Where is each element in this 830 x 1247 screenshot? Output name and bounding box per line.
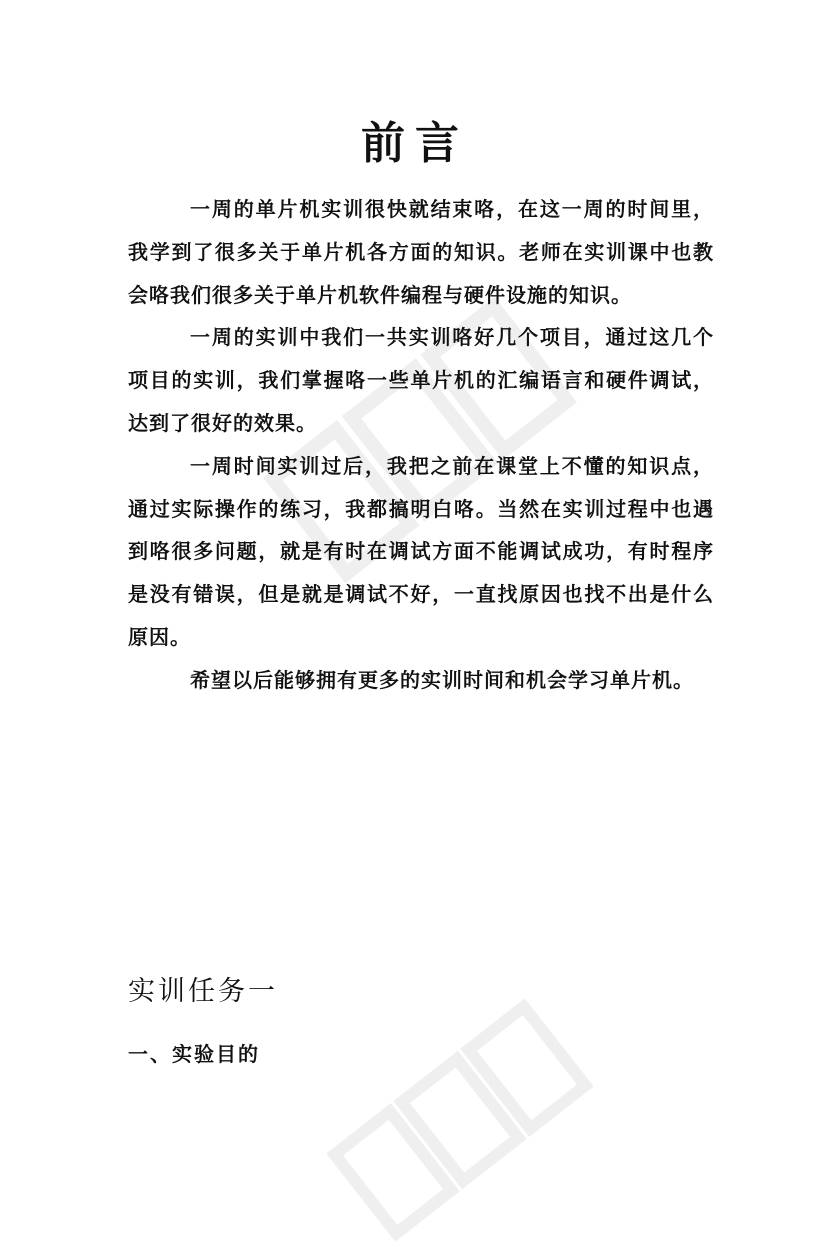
section-title: 实训任务一 [128, 976, 278, 1007]
preface-body [128, 188, 714, 702]
preface-paragraph-2: 一周的实训中我们一共实训咯好几个项目，通过这几个项目的实训，我们掌握咯一些单片机的汇编语言和硬件调试，达到了很好的效果。 [128, 325, 714, 435]
subsection-title: 一、实验目的 [128, 1042, 260, 1066]
watermark-logo-bottom [321, 993, 600, 1247]
preface-paragraph-4: 希望以后能够拥有更多的实训时间和机会学习单片机。 [190, 667, 694, 692]
preface-paragraph-3: 一周时间实训过后，我把之前在课堂上不懂的知识点，通过实际操作的练习，我都搞明白咯。当然在实训过程中也遇到咯很多问题，就是有时在调试方面不能调试成功，有时程序是没有错误，但是就是调试不好，一直找原因也找不出是什么原因。 [128, 453, 714, 649]
preface-paragraph-1: 一周的单片机实训很快就结束咯，在这一周的时间里，我学到了很多关于单片机各方面的知识。老师在实训课中也教会咯我们很多关于单片机软件编程与硬件设施的知识。 [128, 197, 714, 307]
page-title: 前言 [361, 118, 469, 169]
